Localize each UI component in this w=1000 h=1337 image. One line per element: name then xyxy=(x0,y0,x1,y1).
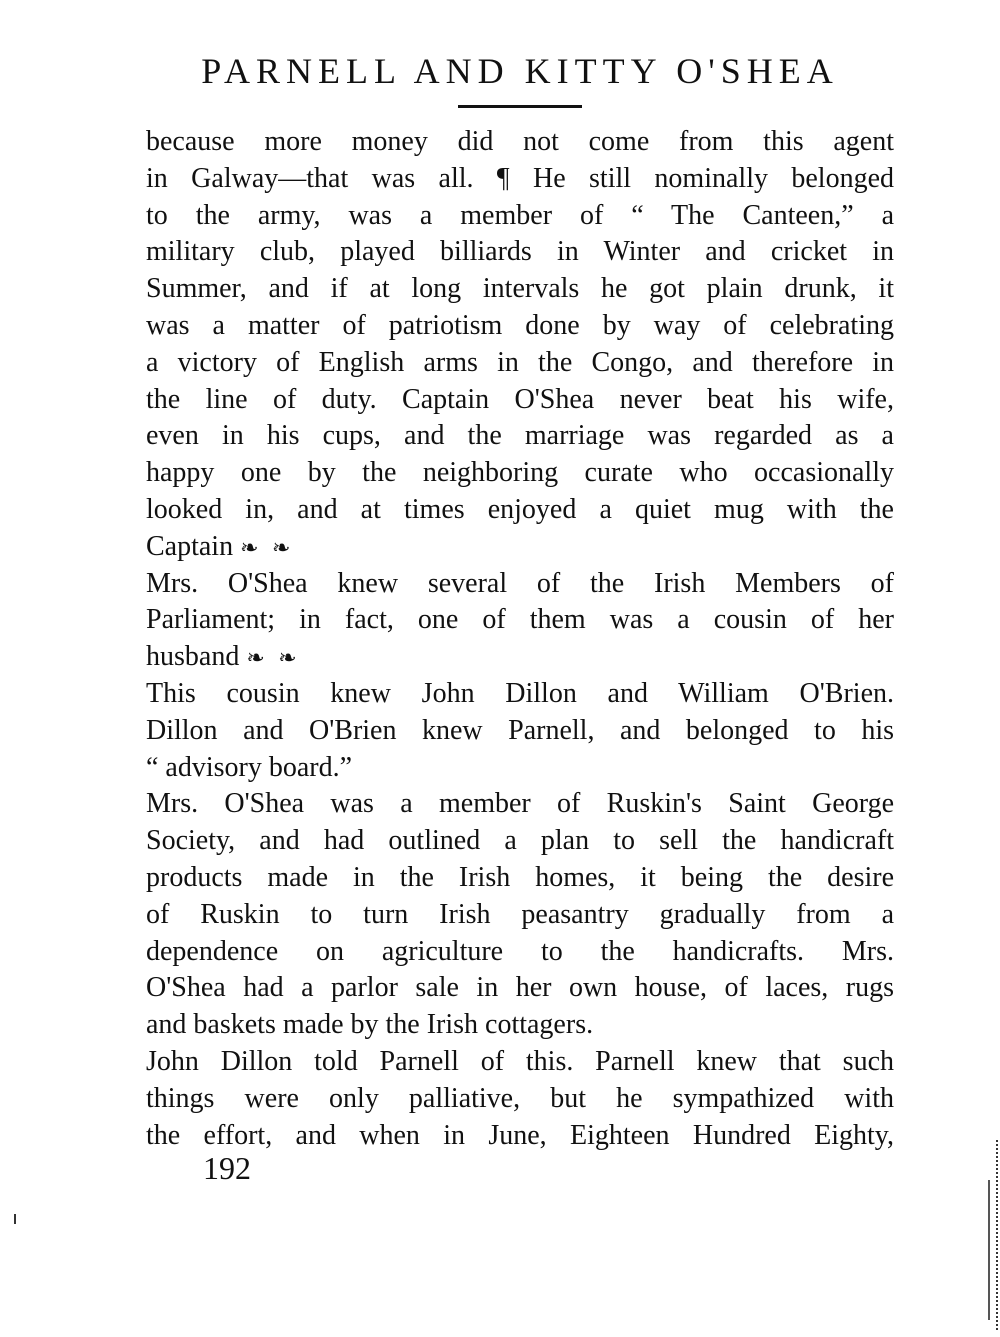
text-line xyxy=(146,492,894,529)
line-text: husband xyxy=(146,641,240,673)
line-text: a victory of English arms in the Congo, and therefore in xyxy=(146,346,894,378)
text-line xyxy=(146,124,894,161)
body-text xyxy=(146,124,894,1154)
text-line xyxy=(146,1081,894,1118)
text-line xyxy=(146,1007,894,1044)
line-text: things were only palliative, but he sympathized with xyxy=(146,1082,894,1114)
line-text: Dillon and O'Brien knew Parnell, and belonged to his xyxy=(146,714,894,746)
ornament-icon: ❧ ❧ xyxy=(246,645,301,671)
line-text: This cousin knew John Dillon and William O'Brien. xyxy=(146,677,894,709)
text-line xyxy=(146,639,894,676)
text-line xyxy=(146,418,894,455)
text-line xyxy=(146,566,894,603)
text-line xyxy=(146,786,894,823)
line-text: because more money did not come from this agent xyxy=(146,126,894,157)
line-text: the effort, and when in June, Eighteen Hundred Eighty, xyxy=(146,1119,894,1151)
text-line xyxy=(146,713,894,750)
text-line xyxy=(146,860,894,897)
line-text: Summer, and if at long intervals he got plain drunk, it xyxy=(146,273,894,305)
line-text: Mrs. O'Shea was a member of Ruskin's Saint George xyxy=(146,788,894,820)
text-line xyxy=(146,382,894,419)
margin-mark xyxy=(14,1214,16,1224)
text-line xyxy=(146,1044,894,1081)
text-line xyxy=(146,308,894,345)
line-text: O'Shea had a parlor sale in her own house, of laces, rugs xyxy=(146,972,894,1004)
page-edge xyxy=(996,1140,1000,1330)
running-head: PARNELL AND KITTY O'SHEA xyxy=(201,51,839,91)
line-text: to the army, was a member of “ The Canteen,” a xyxy=(146,199,894,231)
text-line xyxy=(146,1118,894,1155)
line-text: Society, and had outlined a plan to sell the handicraft xyxy=(146,825,894,857)
text-line xyxy=(146,970,894,1007)
text-line xyxy=(146,750,894,787)
line-text: Captain xyxy=(146,530,234,562)
line-text: in Galway—that was all. ¶ He still nominally belonged xyxy=(146,162,894,194)
line-text: even in his cups, and the marriage was regarded as a xyxy=(146,420,894,452)
line-text: Parliament; in fact, one of them was a cousin of her xyxy=(146,604,894,636)
line-text: products made in the Irish homes, it being the desire xyxy=(146,861,894,893)
line-text: Mrs. O'Shea knew several of the Irish Members of xyxy=(146,567,894,599)
text-line xyxy=(146,271,894,308)
page-edge-shadow xyxy=(988,1180,990,1320)
line-text: and baskets made by the Irish cottagers. xyxy=(146,1009,594,1041)
line-text: dependence on agriculture to the handicrafts. Mrs. xyxy=(146,935,894,967)
text-line xyxy=(146,198,894,235)
line-text: military club, played billiards in Winter and cricket in xyxy=(146,236,894,268)
text-line xyxy=(146,455,894,492)
text-line xyxy=(146,161,894,198)
line-text: John Dillon told Parnell of this. Parnell knew that such xyxy=(146,1045,894,1077)
text-line xyxy=(146,602,894,639)
text-line xyxy=(146,676,894,713)
text-line xyxy=(146,897,894,934)
line-text: the line of duty. Captain O'Shea never beat his wife, xyxy=(146,383,894,415)
text-line xyxy=(146,529,894,566)
text-line xyxy=(146,345,894,382)
line-text: looked in, and at times enjoyed a quiet mug with the xyxy=(146,493,894,525)
line-text: happy one by the neighboring curate who occasionally xyxy=(146,457,894,489)
ornament-icon: ❧ ❧ xyxy=(240,534,295,560)
text-line xyxy=(146,823,894,860)
line-text: was a matter of patriotism done by way of celebrating xyxy=(146,309,894,341)
page-number: 192 xyxy=(203,1150,251,1186)
line-text: “ advisory board.” xyxy=(146,751,353,783)
head-rule xyxy=(458,105,582,108)
line-text: of Ruskin to turn Irish peasantry gradually from a xyxy=(146,898,894,930)
text-line xyxy=(146,934,894,971)
text-line xyxy=(146,234,894,271)
